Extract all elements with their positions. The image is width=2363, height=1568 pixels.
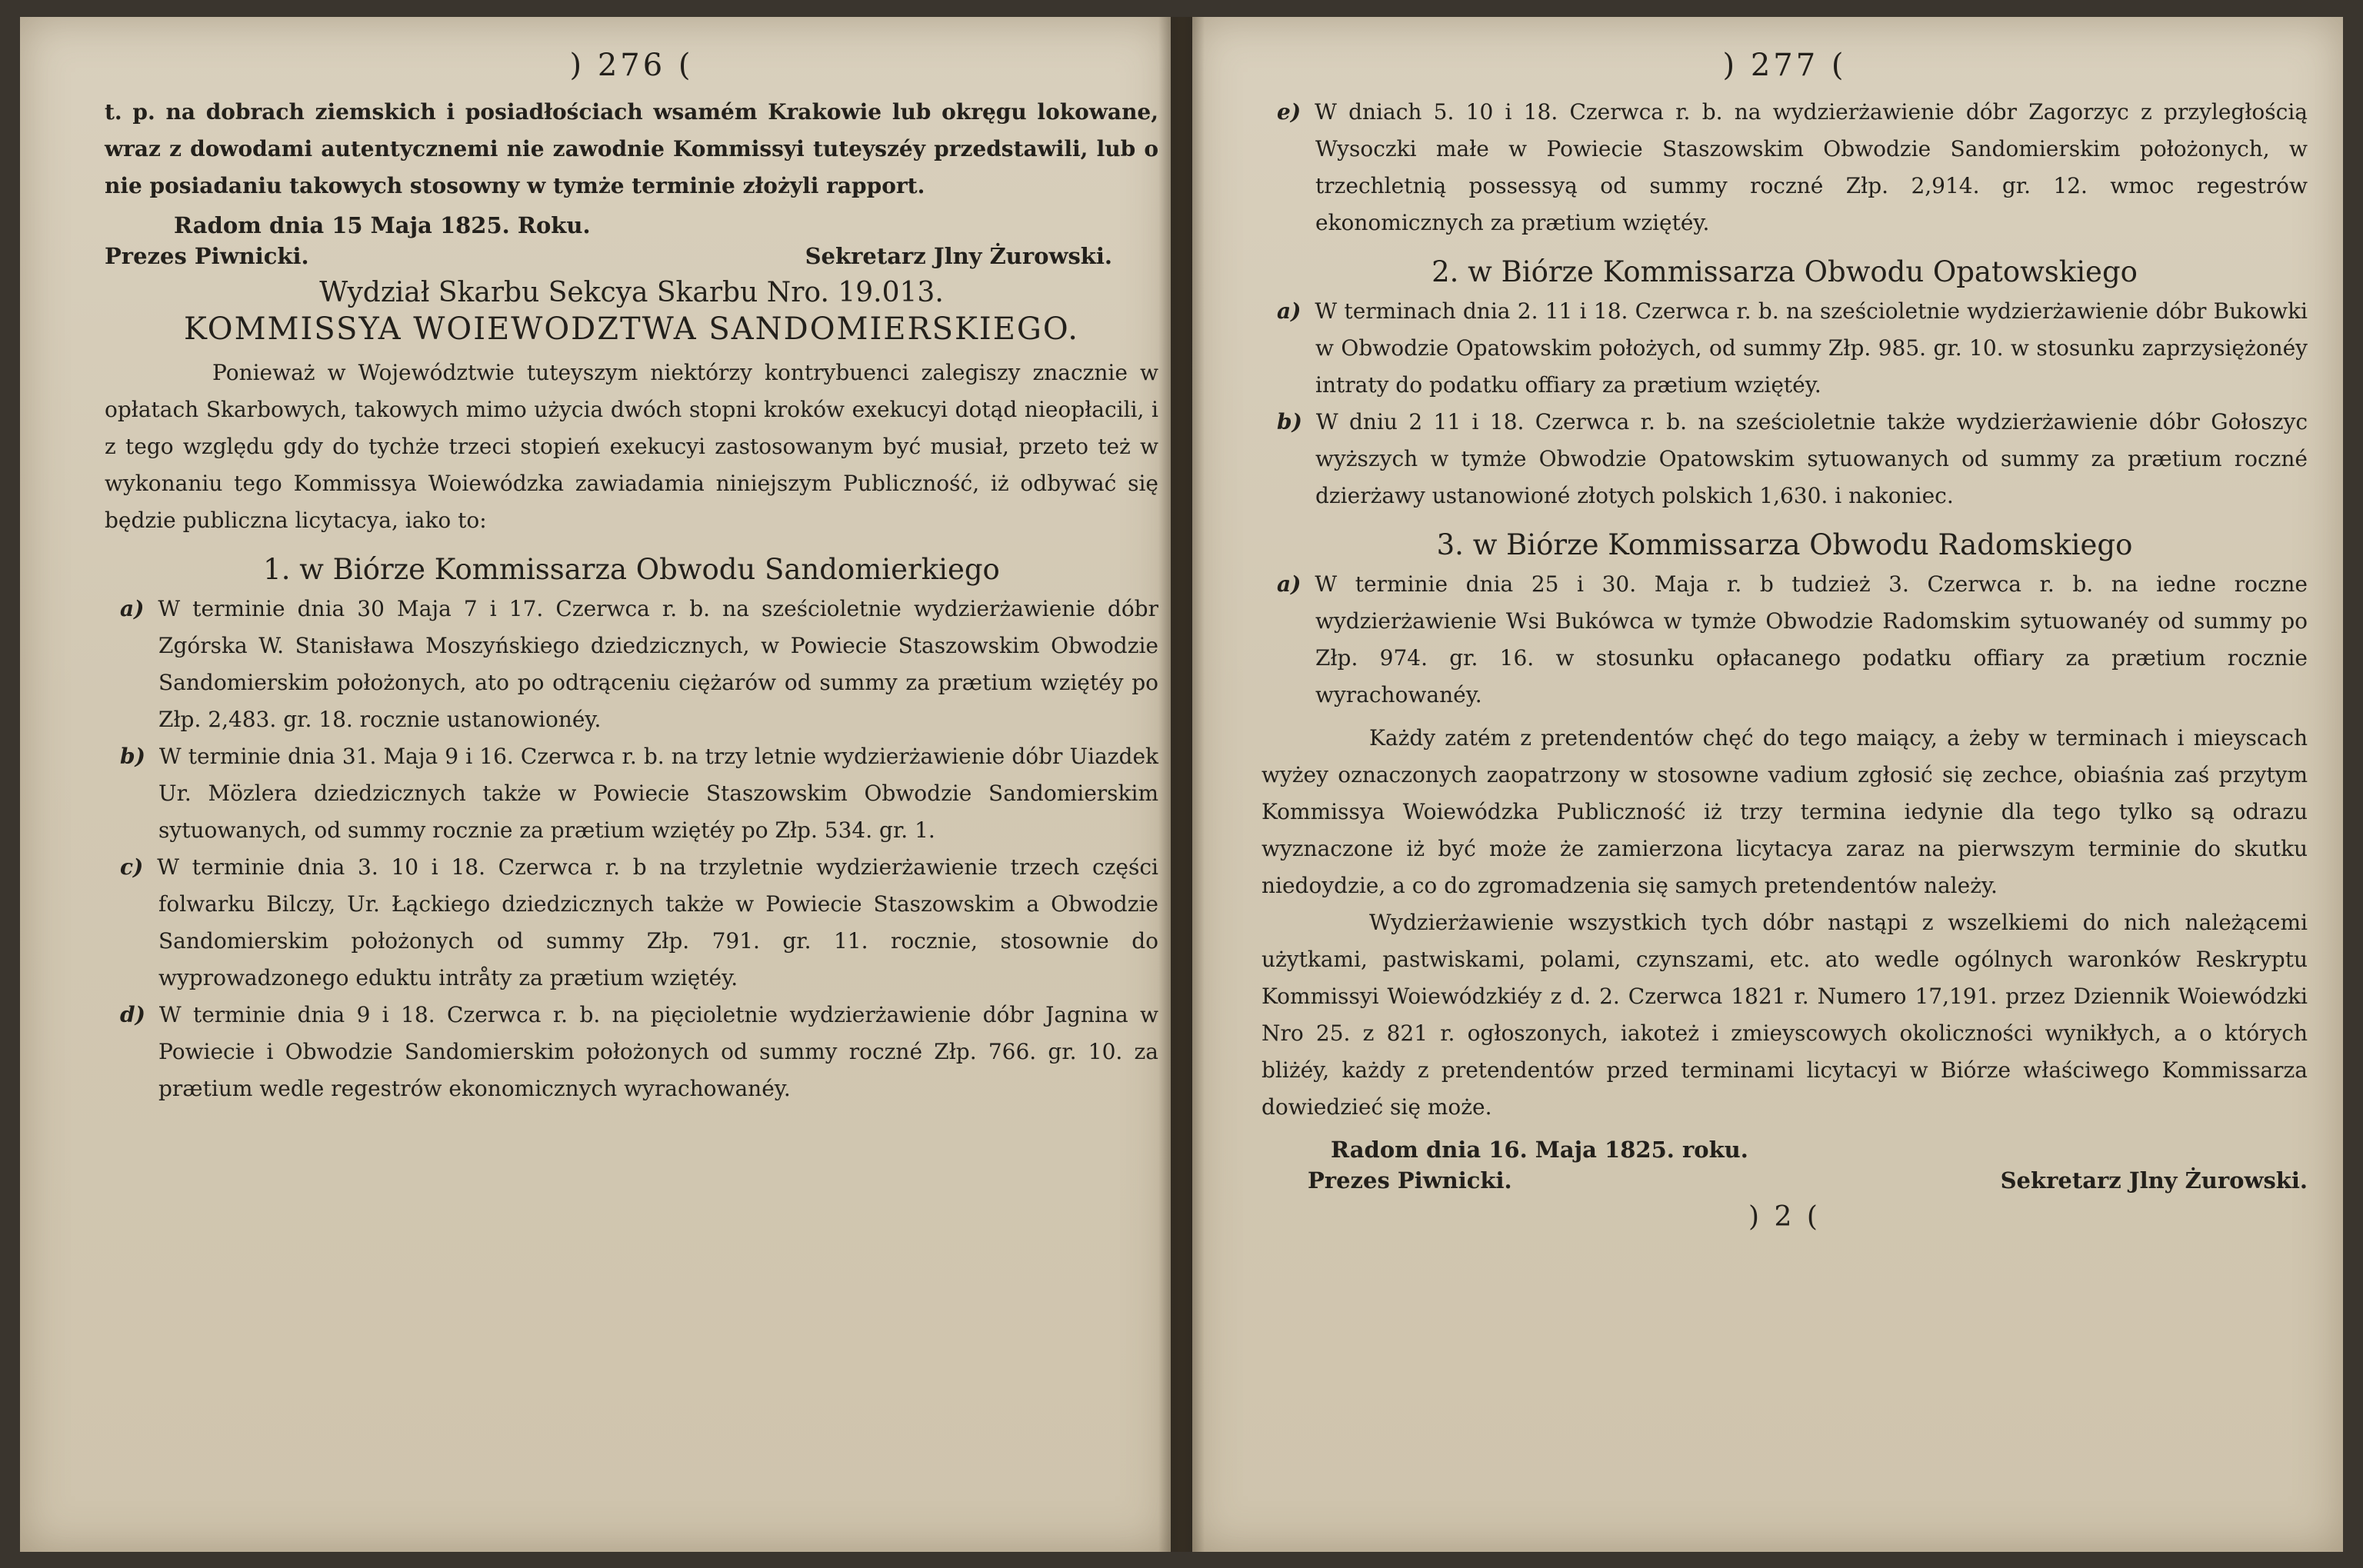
paragraph-lease-terms: Wydzierżawienie wszystkich tych dóbr nastąpi z wszelkiemi do nich należącemi użytkami, pastwiskami, polami, czynszami, etc. ato wedle ogólnych waronków Reskryptu Kommissyi Woiewódzkiéy z d. 2. Czerwca 1821 r. Numero 17,191. przez Dziennik Woiewódzki Nro 25. z 821 r. ogłoszonych, iakoteż i zmieyscowych okoliczności wynikłych, a o których bliżéy, każdy z pretendentów przed terminami licytacyi w Biórze właściwego Kommissarza dowiedzieć się może. (1261, 910, 2308, 1120)
commission-heading: KOMMISSYA WOIEWODZTWA SANDOMIERSKIEGO. (183, 311, 1080, 347)
right-secretary: Sekretarz Jlny Żurowski. (2000, 1167, 2308, 1193)
intro-text: t. p. na dobrach ziemskich i posiadłościach wsamém Krakowie lub okręgu lokowane, wraz z dowodami autentycznemi nie zawodnie Kommissyi tuteyszéy przedstawili, lub o nie posiadaniu takowych stosowny w tymże terminie złożyli rapport. (105, 99, 1158, 198)
preamble-text: Ponieważ w Województwie tuteyszym niektórzy kontrybuenci zalegiszy znacznie w opłatach Skarbowych, takowych mimo użycia dwóch stopni kroków exekucyi dotąd nieopłacili, i z tego względu gdy do tychże trzeci stopień exekucyi zastosowanym być musiał, przeto też w wykonaniu tego Kommissya Woiewódzka zawiadamia niniejszym Publiczność, iż odbywać się będzie publiczna licytacya, iako to: (105, 360, 1158, 533)
paragraph-pretenders: Każdy zatém z pretendentów chęć do tego maiący, a żeby w terminach i mieyscach wyżey oznaczonych zaopatrzony w stosowne vadium zgłosić się zechce, obiaśnia zaś przytym Kommissya Woiewódzka Publiczność iż trzy termina iedynie dla tego tylko są odrazu wyznaczone iż być może że zamierzona licytacya zaraz na pierwszym terminie do skutku niedoydzie, a co do zgromadzenia się samych pretendentów należy. (1261, 725, 2308, 898)
right-date: Radom dnia 16. Maja 1825. roku. (1331, 1137, 1748, 1163)
department-heading: Wydział Skarbu Sekcya Skarbu Nro. 19.013. (319, 277, 944, 308)
list-item: d) W terminie dnia 9 i 18. Czerwca r. b. na pięcioletnie wydzierżawienie dóbr Jagnina w Powiecie i Obwodzie Sandomierskim położonych od summy roczné Złp. 766. gr. 10. za prætium wedle regestrów ekonomicznych wyrachowanéy. (120, 1002, 1158, 1101)
section-2-heading: 2. w Biórze Kommissarza Obwodu Opatowskiego (1431, 255, 2138, 288)
list-item: e) W dniach 5. 10 i 18. Czerwca r. b. na wydzierżawienie dóbr Zagorzyc z przyległością Wysoczki małe w Powiecie Staszowskim Obwodzie Sandomierskim położonych, w trzechletnią possessyą od summy roczné Złp. 2,914. gr. 12. wmoc regestrów ekonomicznych za prætium wziętéy. (1277, 99, 2308, 235)
right-column (1261, 48, 2308, 1233)
list-item: b) W terminie dnia 31. Maja 9 i 16. Czerwca r. b. na trzy letnie wydzierżawienie dóbr Uiazdek Ur. Mözlera dziedzicznych także w Powiecie Staszowskim Obwodzie Sandomierskim sytuowanych, od summy rocznie za prætium wziętéy po Złp. 534. gr. 1. (120, 744, 1158, 843)
section-1-items (105, 591, 1158, 1107)
page-number-left: ) 276 ( (569, 48, 694, 83)
list-item: a) W terminie dnia 25 i 30. Maja r. b tudzież 3. Czerwca r. b. na iedne roczne wydzierżawienie Wsi Bukówca w tymże Obwodzie Radomskim sytuowanéy od summy po Złp. 974. gr. 16. w stosunku opłacanego podatku offiary za prætium rocznie wyrachowanéy. (1277, 571, 2308, 707)
catchword: ) 2 ( (1748, 1201, 1821, 1233)
right-page (1192, 17, 2343, 1552)
page-number-right: ) 277 ( (1722, 48, 1847, 83)
list-item: b) W dniu 2 11 i 18. Czerwca r. b. na sześcioletnie także wydzierżawienie dóbr Gołoszyc wyższych w tymże Obwodzie Opatowskim sytuowanych od summy za prætium roczné dzierżawy ustanowioné złotych polskich 1,630. i nakoniec. (1277, 409, 2308, 508)
left-date: Radom dnia 15 Maja 1825. Roku. (174, 212, 591, 238)
section-1-heading: 1. w Biórze Kommissarza Obwodu Sandomierkiego (263, 553, 1000, 586)
left-signatures (105, 243, 1158, 269)
list-item: a) W terminie dnia 30 Maja 7 i 17. Czerwca r. b. na sześcioletnie wydzierżawienie dóbr Zgórska W. Stanisława Moszyńskiego dziedzicznych, w Powiecie Staszowskim Obwodzie Sandomierskim położonych, ato po odtrąceniu ciężarów od summy za prætium wziętéy po Złp. 2,483. gr. 18. rocznie ustanowionéy. (120, 596, 1158, 732)
book-spread (20, 17, 2343, 1552)
left-column (105, 48, 1158, 1107)
left-president: Prezes Piwnicki. (105, 243, 309, 269)
right-president: Prezes Piwnicki. (1308, 1167, 1512, 1193)
list-item: a) W terminach dnia 2. 11 i 18. Czerwca r. b. na sześcioletnie wydzierżawienie dóbr Bukowki w Obwodzie Opatowskim położych, od summy Złp. 985. gr. 10. w stosunku zaprzysiężonéy intraty do podatku offiary za prætium wziętéy. (1277, 298, 2308, 398)
right-signatures (1261, 1167, 2308, 1193)
left-secretary: Sekretarz Jlny Żurowski. (805, 243, 1112, 269)
list-item: c) W terminie dnia 3. 10 i 18. Czerwca r. b na trzyletnie wydzierżawienie trzech części folwarku Bilczy, Ur. Łąckiego dziedzicznych także w Powiecie Staszowskim a Obwodzie Sandomierskim położonych od summy Złp. 791. gr. 11. rocznie, stosownie do wyprowadzonego eduktu intråty za prætium wziętéy. (120, 854, 1158, 990)
section-3-heading: 3. w Biórze Kommissarza Obwodu Radomskiego (1436, 528, 2133, 561)
binding-gutter (1158, 17, 1205, 1552)
left-page (20, 17, 1171, 1552)
